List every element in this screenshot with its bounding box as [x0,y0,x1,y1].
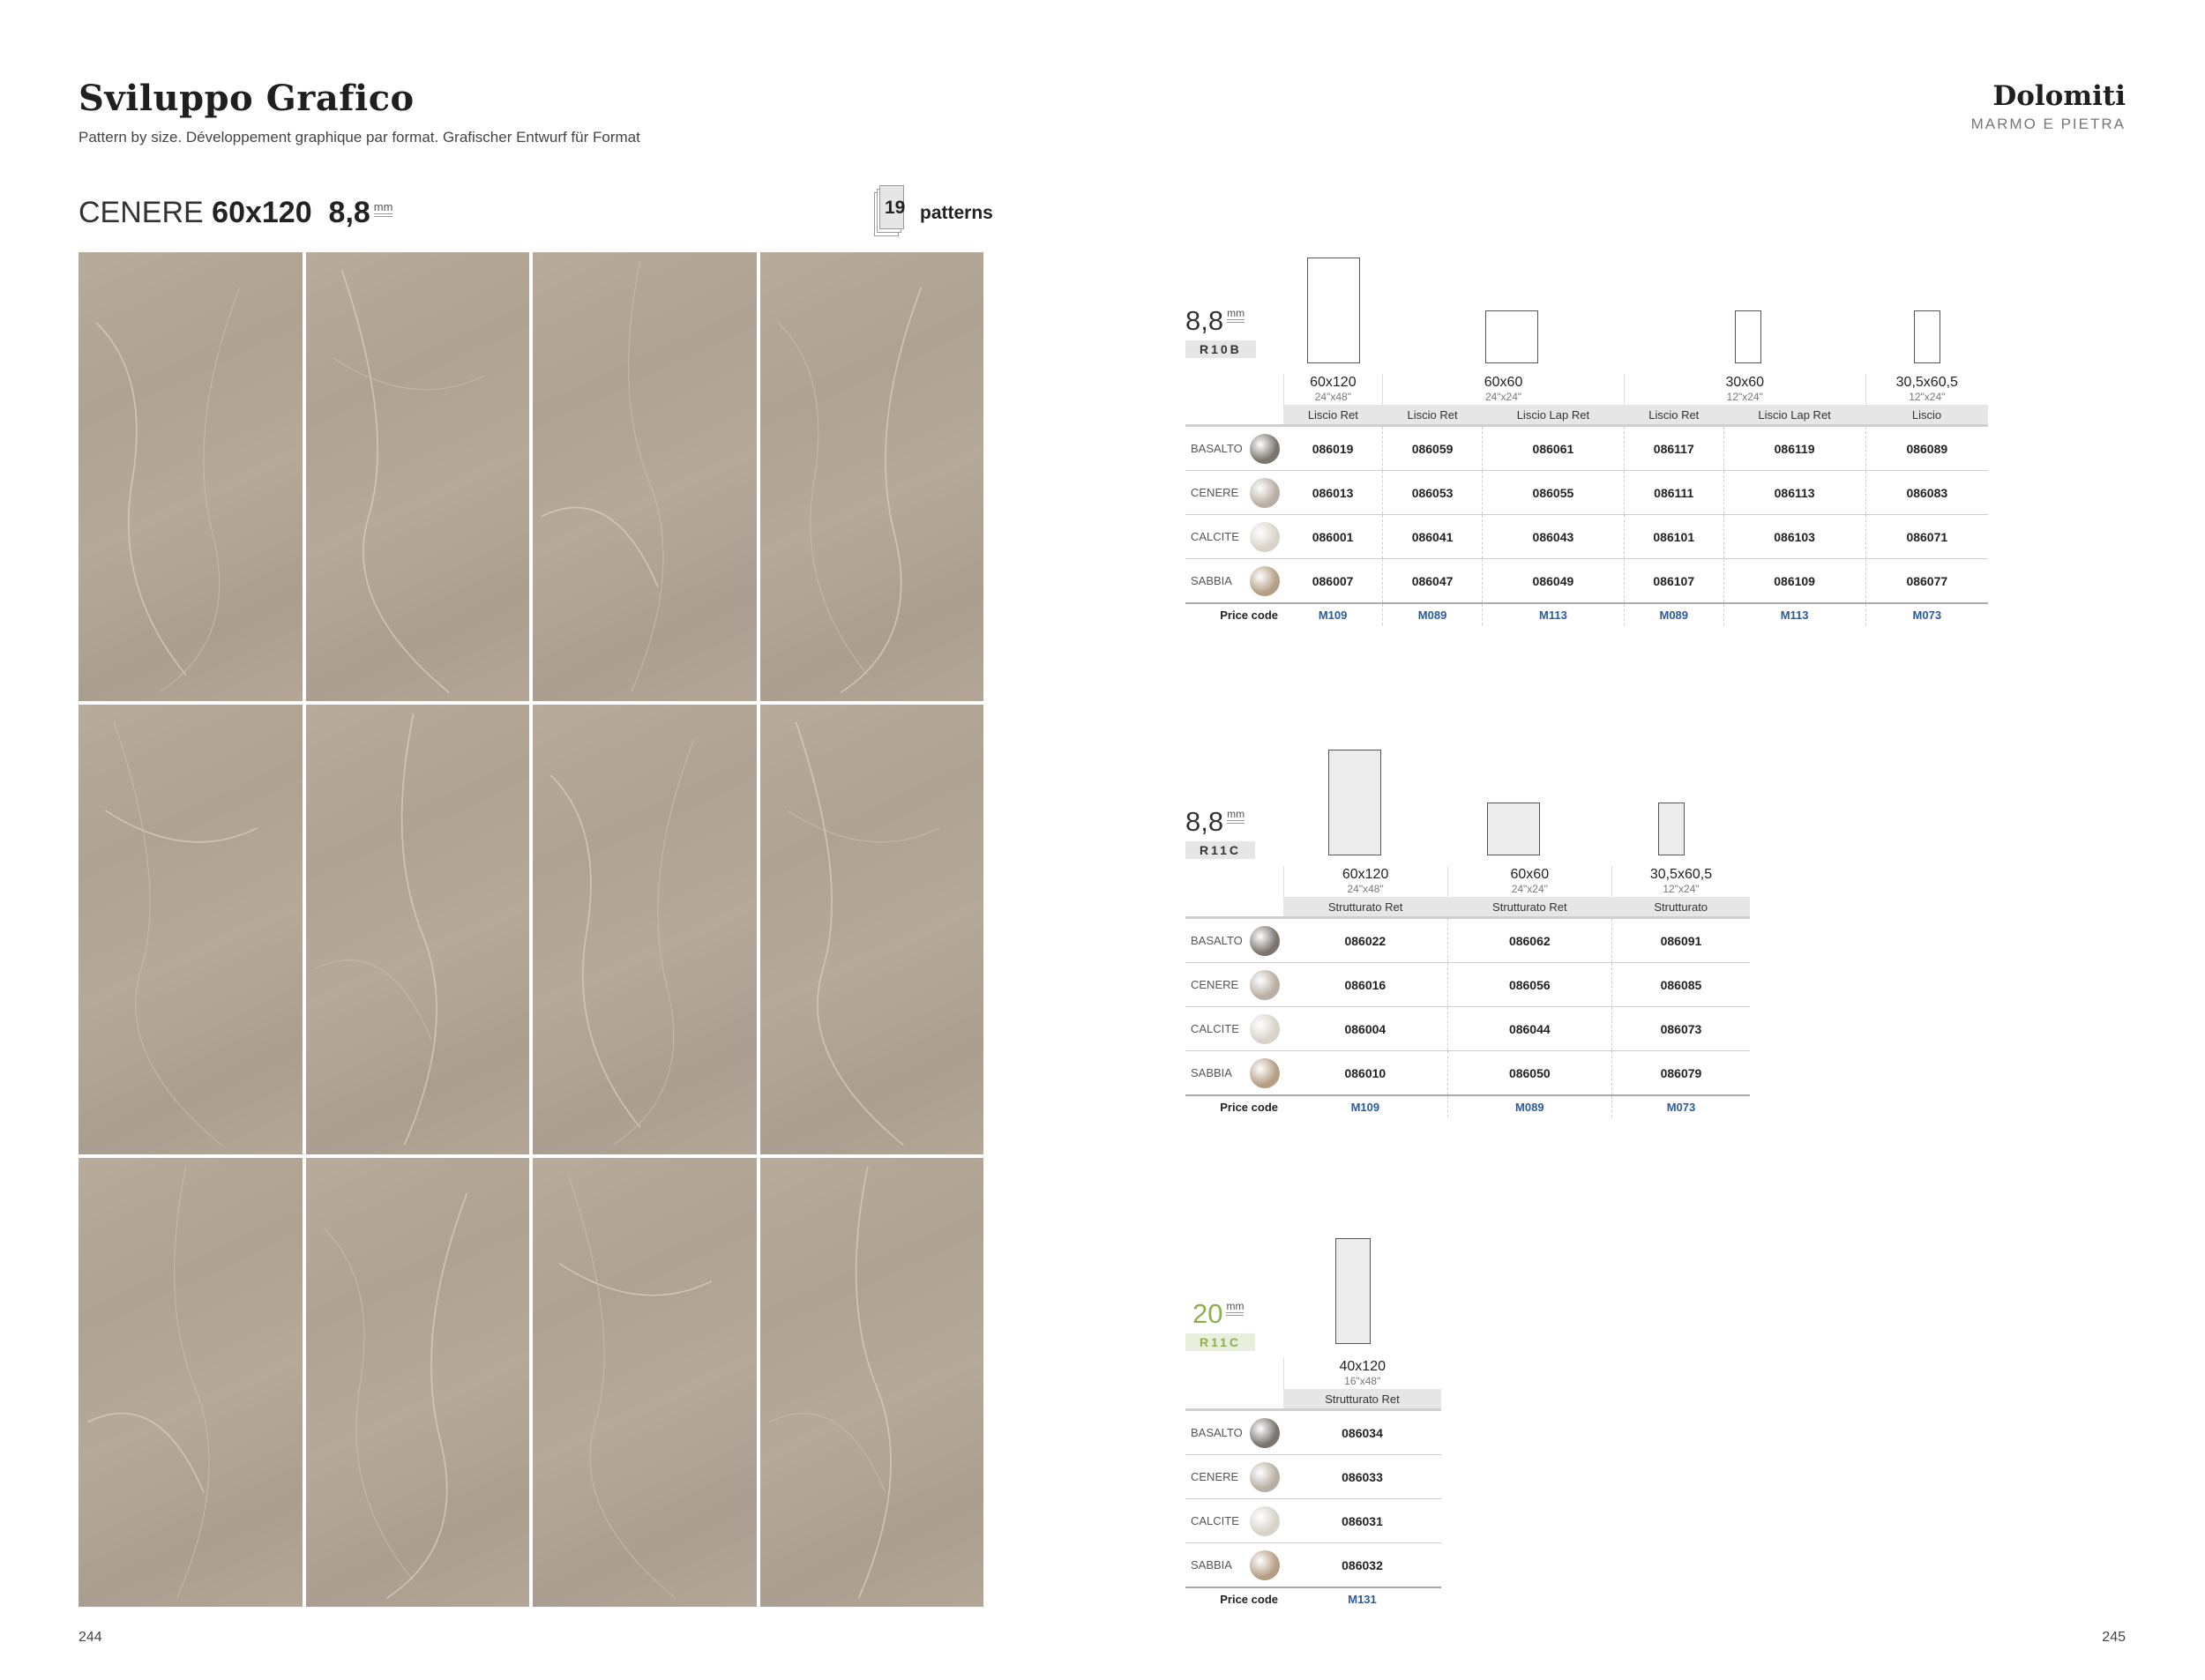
finish-header: Strutturato Ret [1447,897,1611,918]
thickness-value: 8,8 [1185,305,1224,336]
price-code: M089 [1447,1095,1611,1117]
color-name: CENERE [1185,963,1246,1007]
color-name: BASALTO [1185,1410,1246,1455]
price-code-label: Price code [1185,1587,1283,1609]
slip-rating-badge: R10B [1185,340,1256,358]
article-code: 086007 [1283,559,1383,604]
article-code: 086119 [1723,426,1865,471]
price-code: M073 [1611,1095,1750,1117]
codes-table-3 [1185,1358,1441,1609]
color-swatch [1250,970,1280,1000]
page-title: Sviluppo Grafico [78,78,415,119]
pattern-tile [533,1158,757,1607]
color-name: CENERE [1185,1455,1246,1499]
table-row [1185,918,1750,963]
format-header: 40x120 16"x48" [1283,1358,1441,1389]
format-header: 30,5x60,5 12"x24" [1611,866,1750,897]
article-code: 086022 [1283,918,1447,963]
color-swatch [1250,522,1280,552]
article-code: 086085 [1611,963,1750,1007]
pattern-tile [533,705,757,1154]
color-name: SABBIA [1185,1543,1246,1588]
thickness-value: 20 [1192,1298,1223,1329]
finish-header: Liscio Ret [1383,405,1483,426]
slip-rating-badge: R11C [1185,841,1255,859]
patterns-indicator [874,185,993,242]
article-code: 086091 [1611,918,1750,963]
table-row [1185,515,1988,559]
thickness-value: 8,8 [1185,806,1224,837]
article-code: 086077 [1865,559,1988,604]
price-code: M109 [1283,603,1383,625]
format-shape-60x120 [1328,750,1381,855]
color-name: CALCITE [1185,515,1246,559]
article-code: 086010 [1283,1051,1447,1096]
finish-header: Liscio Lap Ret [1723,405,1865,426]
product-size: 60x120 [212,196,312,229]
product-color: CENERE [78,196,204,229]
table-row [1185,1455,1441,1499]
color-swatch [1250,1550,1280,1580]
page-subtitle: Pattern by size. Développement graphique par format. Grafischer Entwurf für Format [78,129,640,146]
patterns-label: patterns [920,203,993,223]
pattern-tile [78,252,303,701]
pattern-tile [760,705,984,1154]
table-row [1185,1007,1750,1051]
finish-header: Strutturato [1611,897,1750,918]
format-shape-60x60 [1487,803,1540,855]
pattern-tile [306,1158,530,1607]
article-code: 086041 [1383,515,1483,559]
finish-header: Strutturato Ret [1283,1389,1441,1410]
finish-header: Strutturato Ret [1283,897,1447,918]
mm-unit-mark: mm [374,201,393,217]
pattern-tile [78,705,303,1154]
table-row [1185,559,1988,604]
article-code: 086059 [1383,426,1483,471]
pattern-tile [306,705,530,1154]
color-swatch [1250,1506,1280,1536]
pattern-tile [306,252,530,701]
pattern-tile [78,1158,303,1607]
color-name: BASALTO [1185,918,1246,963]
page-number-right: 245 [2102,1630,2126,1645]
table-row [1185,1499,1441,1543]
article-code: 086073 [1611,1007,1750,1051]
brand-name: Dolomiti [1992,80,2126,112]
codes-table-1 [1185,374,1988,625]
product-thickness: 8,8 [328,196,370,229]
color-name: BASALTO [1185,426,1246,471]
table-row [1185,471,1988,515]
article-code: 086071 [1865,515,1988,559]
brand-subtitle: MARMO E PIETRA [1970,116,2126,132]
article-code: 086101 [1624,515,1723,559]
article-code: 086103 [1723,515,1865,559]
article-code: 086056 [1447,963,1611,1007]
table-row [1185,1051,1750,1096]
article-code: 086047 [1383,559,1483,604]
thickness-label [1192,1298,1244,1330]
article-code: 086033 [1283,1455,1441,1499]
format-shape-40x120 [1335,1238,1371,1344]
format-shape-30-5x60-5 [1658,803,1685,855]
format-shape-60x120 [1307,258,1360,363]
finish-header: Liscio [1865,405,1988,426]
format-shape-30x60 [1735,310,1761,363]
codes-table-2 [1185,866,1750,1117]
article-code: 086055 [1482,471,1624,515]
price-code: M113 [1723,603,1865,625]
color-name: SABBIA [1185,559,1246,604]
price-code: M113 [1482,603,1624,625]
mm-unit-mark: mm [1227,808,1245,824]
format-header: 60x60 24"x24" [1447,866,1611,897]
article-code: 086044 [1447,1007,1611,1051]
article-code: 086034 [1283,1410,1441,1455]
finish-header: Liscio Ret [1283,405,1383,426]
article-code: 086019 [1283,426,1383,471]
color-swatch [1250,1014,1280,1044]
table-row [1185,1410,1441,1455]
color-swatch [1250,1418,1280,1448]
price-code: M109 [1283,1095,1447,1117]
format-header: 60x120 24"x48" [1283,374,1383,405]
color-swatch [1250,926,1280,956]
article-code: 086016 [1283,963,1447,1007]
article-code: 086062 [1447,918,1611,963]
color-swatch [1250,478,1280,508]
format-header: 30x60 12"x24" [1624,374,1865,405]
article-code: 086083 [1865,471,1988,515]
color-swatch [1250,434,1280,464]
table-row [1185,1543,1441,1588]
article-code: 086107 [1624,559,1723,604]
article-code: 086043 [1482,515,1624,559]
article-code: 086032 [1283,1543,1441,1588]
patterns-count: 19 [885,198,906,218]
mm-unit-mark: mm [1227,307,1245,323]
thickness-label [1185,806,1245,838]
article-code: 086117 [1624,426,1723,471]
color-name: CALCITE [1185,1007,1246,1051]
article-code: 086004 [1283,1007,1447,1051]
format-shape-30-5x60-5 [1914,310,1940,363]
slip-rating-badge: R11C [1185,1333,1255,1351]
mm-unit-mark: mm [1226,1300,1244,1316]
color-name: CALCITE [1185,1499,1246,1543]
table-row [1185,963,1750,1007]
article-code: 086001 [1283,515,1383,559]
price-code-label: Price code [1185,1095,1283,1117]
article-code: 086050 [1447,1051,1611,1096]
product-heading [78,196,392,230]
finish-header: Liscio Ret [1624,405,1723,426]
price-code: M089 [1383,603,1483,625]
price-code: M089 [1624,603,1723,625]
color-swatch [1250,566,1280,596]
pattern-tile [760,252,984,701]
color-swatch [1250,1462,1280,1492]
thickness-label [1185,305,1245,337]
price-code-label: Price code [1185,603,1283,625]
format-header: 60x120 24"x48" [1283,866,1447,897]
article-code: 086113 [1723,471,1865,515]
article-code: 086031 [1283,1499,1441,1543]
finish-header: Liscio Lap Ret [1482,405,1624,426]
format-shape-60x60 [1485,310,1538,363]
price-code: M131 [1283,1587,1441,1609]
color-swatch [1250,1058,1280,1088]
tile-pattern-grid [78,252,983,1607]
price-code: M073 [1865,603,1988,625]
article-code: 086049 [1482,559,1624,604]
article-code: 086079 [1611,1051,1750,1096]
article-code: 086109 [1723,559,1865,604]
article-code: 086053 [1383,471,1483,515]
pattern-tile [760,1158,984,1607]
pattern-tile [533,252,757,701]
format-header: 30,5x60,5 12"x24" [1865,374,1988,405]
article-code: 086089 [1865,426,1988,471]
article-code: 086111 [1624,471,1723,515]
color-name: SABBIA [1185,1051,1246,1096]
format-header: 60x60 24"x24" [1383,374,1625,405]
article-code: 086013 [1283,471,1383,515]
page-number-left: 244 [78,1630,102,1645]
article-code: 086061 [1482,426,1624,471]
table-row [1185,426,1988,471]
color-name: CENERE [1185,471,1246,515]
